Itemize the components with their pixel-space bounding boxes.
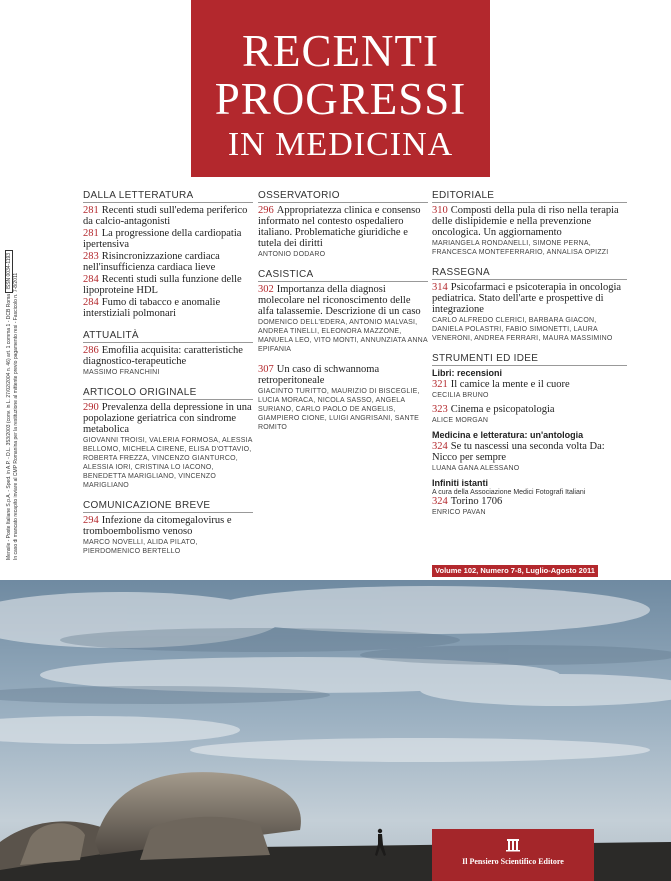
section-title: ARTICOLO ORIGINALE [83, 387, 253, 400]
section-title: EDITORIALE [432, 190, 627, 203]
section-title: STRUMENTI ED IDEE [432, 353, 627, 366]
toc-entry[interactable]: 286 Emofilia acquisita: caratteristiche diagnostico-terapeutiche [83, 345, 243, 367]
authors: DOMENICO DELL'EDERA, ANTONIO MALVASI, ANDREA TINELLI, ELEONORA MAZZONE, MANUELA LEO, VITO MONTI, ANNUNZIATA ANNA EPIFANIA [258, 319, 428, 353]
authors: MASSIMO FRANCHINI [83, 369, 160, 376]
spine-line-2: In caso di mancato recapito inviare al CMP Romanina per la restituzione al mittente previo pagamento resi - Fascicolo n. 7-8/2011 [13, 272, 19, 560]
masthead-line-2: PROGRESSI [214, 74, 467, 124]
toc-entry[interactable]: 324 Torino 1706 [432, 496, 503, 507]
section-title: OSSERVATORIO [258, 190, 428, 203]
authors: ENRICO PAVAN [432, 509, 486, 516]
authors: GIACINTO TURITTO, MAURIZIO DI BISCEGLIE, LUCIA MORACA, NICOLA SASSO, ANGELA SURIANO, CARLO PAOLO DE ANGELIS, GIAMPIERO CIONE, LUIGI ANGRISANI, SANTE ROMITO [258, 388, 420, 431]
toc-entry[interactable]: 323 Cinema e psicopatologia [432, 404, 555, 415]
section-title: DALLA LETTERATURA [83, 190, 253, 203]
toc-entry[interactable]: 284 Fumo di tabacco e anomalie interstiziali polmonari [83, 297, 221, 319]
toc-entry[interactable]: 296 Appropriatezza clinica e consenso informato nel contesto ospedaliero italiano. Problematiche giuridiche e tutela dei diritti [258, 205, 421, 249]
authors: ANTONIO DODARO [258, 251, 326, 258]
authors: MARCO NOVELLI, ALIDA PILATO, PIERDOMENICO BERTELLO [83, 539, 198, 555]
authors: GIOVANNI TROISI, VALERIA FORMOSA, ALESSIA BELLOMO, MICHELA CIRENE, ELISA D'OTTAVIO, ROBERTA FREZZA, VINCENZO GIANTURCO, ALESSIA IORI, CRISTINA LO IACONO, BENEDETTA MARIGLIANO, VINCENZO MARIGLIANO [83, 437, 253, 489]
publisher-name: Il Pensiero Scientifico Editore [462, 857, 564, 866]
spine-text [6, 190, 32, 560]
subsection-title: Medicina e letteratura: un'antologia [432, 430, 584, 440]
toc-entry[interactable]: 302 Importanza della diagnosi molecolare nel riconoscimento delle alfa talassemie. Descrizione di un caso [258, 284, 421, 317]
subsection-title: Infiniti istanti [432, 478, 488, 488]
toc-column-3 [432, 190, 627, 517]
publisher-logo-icon [505, 836, 521, 852]
issn-box: ISSN 0034-1193 [5, 250, 13, 293]
toc-entry[interactable]: 324 Se tu nascessi una seconda volta Da: Nicco per sempre [432, 441, 605, 463]
toc-entry[interactable]: 314 Psicofarmaci e psicoterapia in oncologia pediatrica. Stato dell'arte e prospettive di integrazione [432, 282, 622, 315]
volume-banner: Volume 102, Numero 7-8, Luglio-Agosto 2011 [432, 565, 598, 577]
toc-entry[interactable]: 294 Infezione da citomegalovirus e tromboembolismo venoso [83, 515, 232, 537]
masthead-line-3: IN MEDICINA [227, 126, 454, 163]
toc-column-2 [258, 190, 428, 432]
toc-entry[interactable]: 283 Risincronizzazione cardiaca nell'insufficienza cardiaca lieve [83, 251, 220, 273]
toc-entry[interactable]: 321 Il camice la mente e il cuore [432, 379, 570, 390]
subsection-info: A cura della Associazione Medici Fotografi Italiani [432, 489, 586, 496]
toc-entry[interactable]: 307 Un caso di schwannoma retroperitoneale [258, 364, 380, 386]
authors: MARIANGELA RONDANELLI, SIMONE PERNA, FRANCESCA MONTEFERRARIO, ANNALISA OPIZZI [432, 240, 609, 256]
authors: CECILIA BRUNO [432, 392, 489, 399]
subsection-title: Libri: recensioni [432, 368, 503, 378]
section-title: CASISTICA [258, 269, 428, 282]
toc-entry[interactable]: 284 Recenti studi sulla funzione delle lipoproteine HDL [83, 274, 242, 296]
authors: CARLO ALFREDO CLERICI, BARBARA GIACON, DANIELA POLASTRI, FABIO SIMONETTI, LAURA VENERONI, ANDREA FERRARI, MAURA MASSIMINO [432, 317, 613, 342]
authors: ALICE MORGAN [432, 417, 489, 424]
masthead [191, 0, 490, 177]
masthead-line-1: RECENTI [242, 26, 439, 76]
section-title: COMUNICAZIONE BREVE [83, 500, 253, 513]
toc-entry[interactable]: 310 Composti della pula di riso nella terapia delle dislipidemie e nella prevenzione oncologica. Un aggiornamento [432, 205, 619, 238]
authors: LUANA GANA ALESSANO [432, 465, 520, 472]
toc-entry[interactable]: 281 Recenti studi sull'edema periferico da calcio-antagonisti [83, 205, 248, 227]
section-title: ATTUALITÀ [83, 330, 253, 343]
toc-column-1 [83, 190, 253, 556]
spine-line-1: Mensile - Poste Italiane S.p.A. - Sped. in A.P. - D.L. 353/2003 (conv. in L. 27/02/2004 n. 46) art. 1 comma 1 - DCB Roma ISSN 0034-1193 [6, 190, 13, 560]
toc-entry[interactable]: 281 La progressione della cardiopatia ipertensiva [83, 228, 242, 250]
publisher-box [432, 829, 594, 881]
section-title: RASSEGNA [432, 267, 627, 280]
toc-entry[interactable]: 290 Prevalenza della depressione in una popolazione geriatrica con sindrome metabolica [83, 402, 252, 435]
